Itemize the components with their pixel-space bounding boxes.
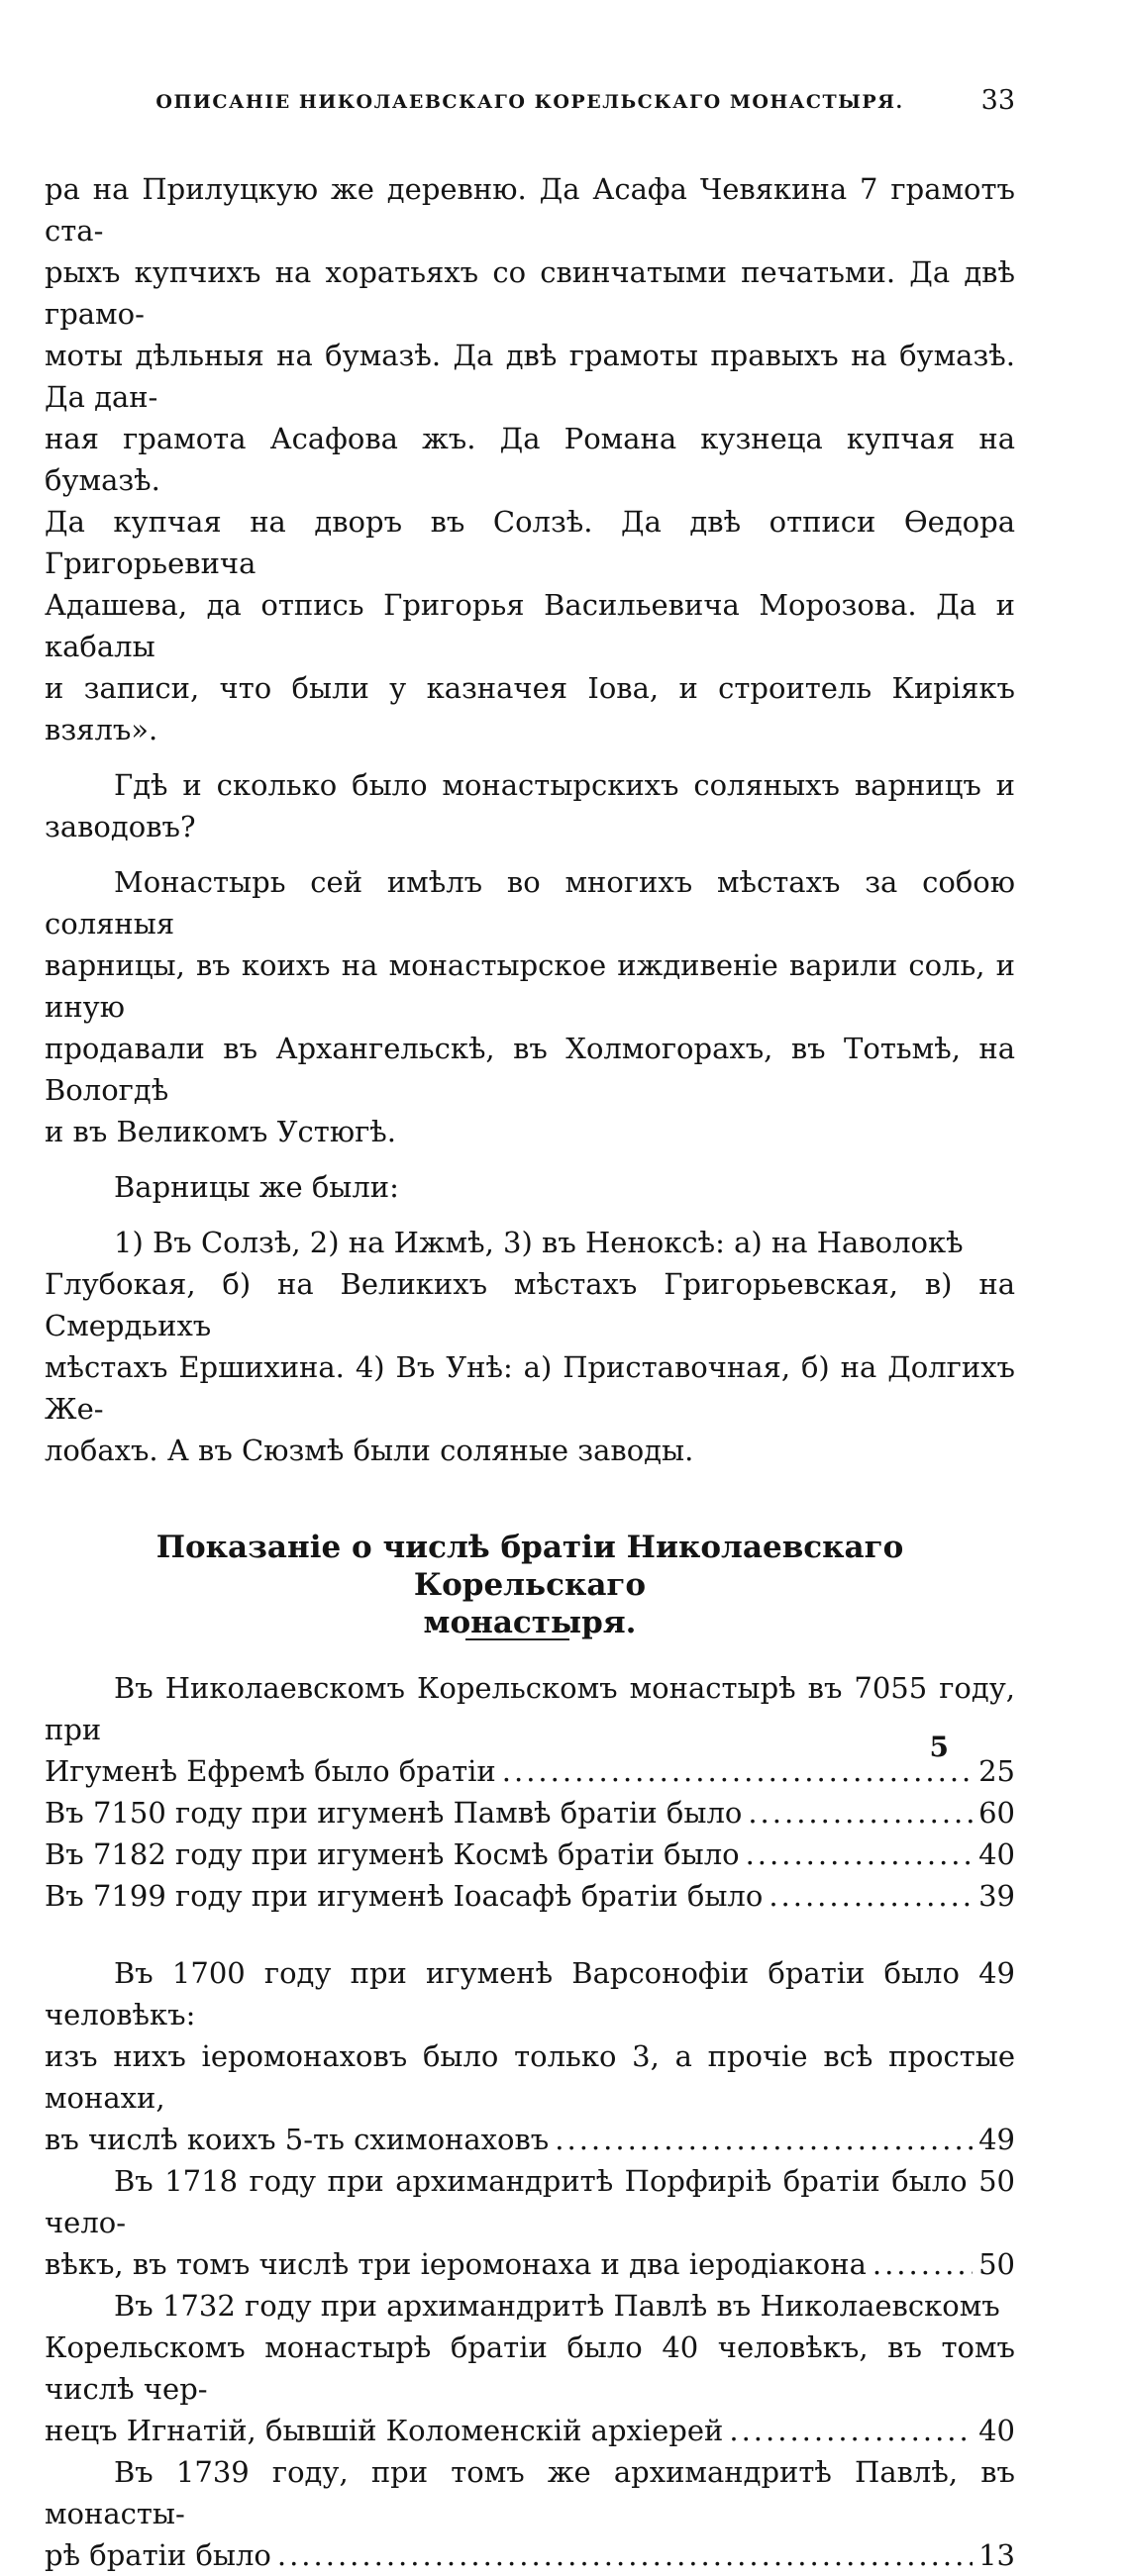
entry-count: 13 (978, 2538, 1015, 2572)
text-line: Въ 1739 году, при томъ же архимандритѣ Павлѣ, въ монасты- (45, 2455, 1015, 2530)
entry-count: 40 (978, 1837, 1015, 1871)
brethren-entry (45, 1792, 1015, 1833)
text-line: Глубокая, б) на Великихъ мѣстахъ Григорьевская, в) на Смердьихъ (45, 1267, 1015, 1342)
text-line: ра на Прилуцкую же деревню. Да Асафа Чевякина 7 грамотъ ста- (45, 172, 1015, 248)
entry-label: рѣ братіи было (45, 2538, 271, 2572)
text-line: Корельскомъ монастырѣ братіи было 40 человѣкъ, въ томъ числѣ чер- (45, 2330, 1015, 2406)
text-line: Въ 1732 году при архимандритѣ Павлѣ въ Николаевскомъ (114, 2289, 1000, 2323)
entry-label: вѣкъ, въ томъ числѣ три іеромонаха и два іеродіакона (45, 2247, 867, 2281)
text-line: Въ 1700 году при игуменѣ Варсонофіи братіи было 49 человѣкъ: (45, 1956, 1015, 2031)
text-line: мѣстахъ Ершихина. 4) Въ Унѣ: а) Приставочная, б) на Долгихъ Же- (45, 1350, 1015, 1426)
entry-count: 39 (978, 1879, 1015, 1913)
brethren-entry (45, 2534, 1015, 2576)
text-line: продавали въ Архангельскѣ, въ Холмогорахъ, въ Тотьмѣ, на Вологдѣ (45, 1032, 1015, 1107)
dot-leader (729, 2410, 973, 2451)
text-line: изъ нихъ іеромонаховъ было только 3, а прочіе всѣ простые монахи, (45, 2039, 1015, 2115)
dot-leader (502, 1750, 973, 1792)
entry-label: въ числѣ коихъ 5-ть схимонаховъ (45, 2123, 550, 2156)
text-line: Варницы же были: (114, 1170, 399, 1204)
text-line: моты дѣльныя на бумазѣ. Да двѣ грамоты правыхъ на бумазѣ. Да дан- (45, 339, 1015, 414)
entry-label: Игуменѣ Ефремѣ было братіи (45, 1754, 496, 1788)
dot-leader (748, 1792, 973, 1833)
section-title (45, 1529, 1015, 1641)
section-title-line: монастыря. (423, 1605, 637, 1640)
entry-count: 25 (978, 1754, 1015, 1788)
running-title: ОПИСАНІЕ НИКОЛАЕВСКАГО КОРЕЛЬСКАГО МОНАСТЫРЯ. (155, 91, 904, 113)
question-line: Гдѣ и сколько было монастырскихъ соляныхъ варницъ и заводовъ? (45, 768, 1015, 843)
text-line: Да купчая на дворъ въ Солзѣ. Да двѣ отписи Ѳедора Григорьевича (45, 505, 1015, 580)
text-line: ная грамота Асафова жъ. Да Романа кузнеца купчая на бумазѣ. (45, 422, 1015, 497)
brethren-entry (45, 2119, 1015, 2160)
dot-leader (277, 2534, 973, 2576)
text-line: Адашева, да отпись Григорья Васильевича Морозова. Да и кабалы (45, 588, 1015, 663)
brethren-entry (45, 2410, 1015, 2451)
dot-leader (872, 2243, 973, 2285)
dot-leader (555, 2119, 973, 2160)
brethren-entry (45, 1875, 1015, 1917)
entry-label: Въ 7199 году при игуменѣ Іоасафѣ братіи было (45, 1879, 764, 1913)
closing-rule (465, 1638, 569, 1640)
text-line: варницы, въ коихъ на монастырское иждивеніе варили соль, и иную (45, 948, 1015, 1024)
section-title-line: Показаніе о числѣ братіи Николаевскаго Корельскаго (155, 1530, 904, 1603)
brethren-entry (45, 1750, 1015, 1792)
text-line: Въ 1718 году при архимандритѣ Порфиріѣ братіи было 50 чело- (45, 2164, 1015, 2239)
page-body (45, 168, 1015, 2576)
dot-leader (746, 1833, 974, 1875)
entry-count: 50 (978, 2247, 1015, 2281)
text-line: и записи, что были у казначея Іова, и строитель Киріякъ взялъ». (45, 671, 1015, 746)
text-line: рыхъ купчихъ на хоратьяхъ со свинчатыми печатьми. Да двѣ грамо- (45, 255, 1015, 331)
entry-label: Въ 7150 году при игуменѣ Памвѣ братіи было (45, 1796, 743, 1830)
text-line: лобахъ. А въ Сюзмѣ были соляные заводы. (45, 1434, 694, 1467)
entry-count: 49 (978, 2123, 1015, 2156)
signature-mark: 5 (929, 1731, 949, 1763)
brethren-entry (45, 1833, 1015, 1875)
text-line: Въ Николаевскомъ Корельскомъ монастырѣ въ 7055 году, при (45, 1671, 1015, 1746)
entry-label: нецъ Игнатій, бывшій Коломенскій архіерей (45, 2414, 724, 2447)
entry-count: 40 (978, 2414, 1015, 2447)
entry-label: Въ 7182 году при игуменѣ Космѣ братіи было (45, 1837, 740, 1871)
text-line: и въ Великомъ Устюгѣ. (45, 1115, 396, 1148)
dot-leader (769, 1875, 973, 1917)
text-line: 1) Въ Солзѣ, 2) на Ижмѣ, 3) въ Неноксѣ: а) на Наволокѣ (114, 1226, 964, 1259)
page-number: 33 (980, 85, 1015, 116)
running-head (45, 85, 1015, 125)
brethren-entry (45, 2243, 1015, 2285)
text-line: Монастырь сей имѣлъ во многихъ мѣстахъ за собою соляныя (45, 865, 1015, 941)
entry-count: 60 (978, 1796, 1015, 1830)
